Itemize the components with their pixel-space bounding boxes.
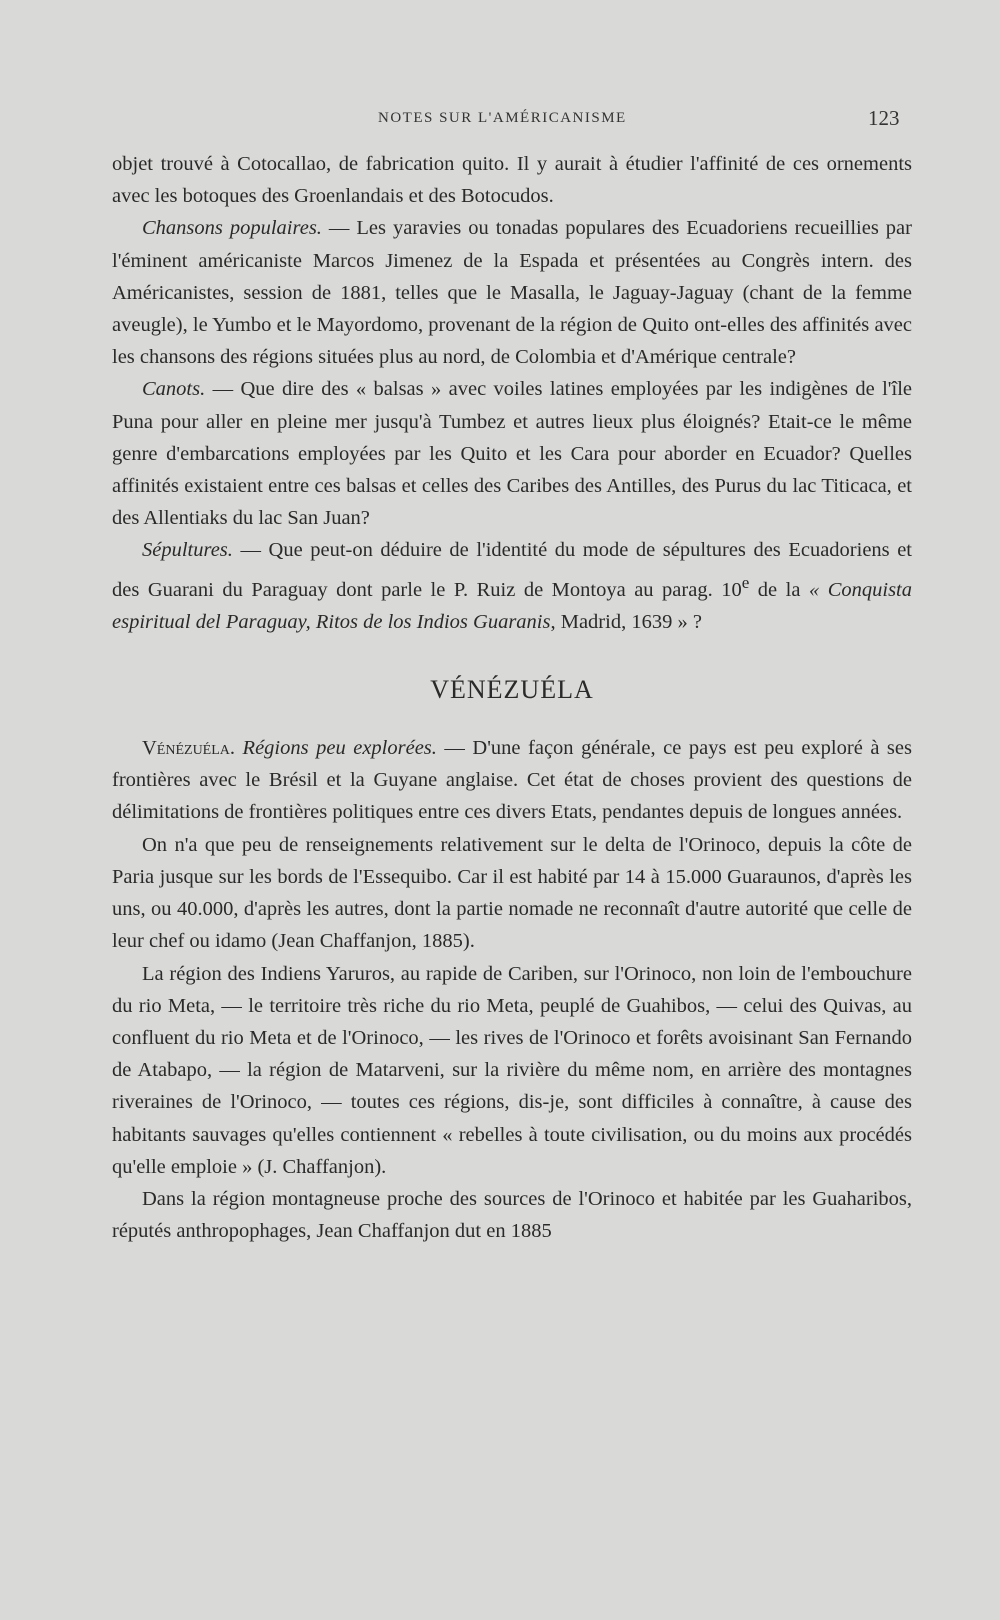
- paragraph-text: On n'a que peu de renseignements relativement sur le delta de l'Orinoco, depuis la côte de Paria jusque sur les bords de l'Essequibo. Car il est habité par 14 à 15.000 Guaraunos, d'après les uns, ou 40.000, d'après les autres, dont la partie nomade ne reconnaît d'autre autorité que celle de leur chef ou idamo (Jean Chaffanjon, 1885).: [112, 833, 912, 953]
- paragraph-chansons: [112, 212, 912, 373]
- superscript: e: [741, 572, 750, 592]
- paragraph-continuation: [112, 148, 912, 212]
- paragraph-yaruros: [112, 958, 912, 1183]
- paragraph-text: , Madrid, 1639 » ?: [550, 610, 702, 633]
- paragraph-text: Dans la région montagneuse proche des sources de l'Orinoco et habitée par les Guaharibos, réputés anthropophages, Jean Chaffanjon dut en 1885: [112, 1187, 912, 1243]
- paragraph-text: — Les yaravies ou tonadas populares des Ecuadoriens recueillies par l'éminent américaniste Marcos Jimenez de la Espada et présentées au Congrès intern. des Américanistes, session de 1881, telles que le Masalla, le Jaguay-Jaguay (chant de la femme aveugle), le Yumbo et le Mayordomo, provenant de la région de Quito ont-elles des affinités avec les chansons des régions situées plus au nord, de Colombia et d'Amérique centrale?: [112, 217, 912, 369]
- section-heading: VÉNÉZUÉLA: [430, 674, 594, 704]
- book-title: « Conquista espiritual del Paraguay, Ritos de los Indios Guaranis: [112, 578, 912, 633]
- paragraph-sepultures: [112, 534, 912, 637]
- paragraph-text: — D'une façon générale, ce pays est peu exploré à ses frontières avec le Brésil et la Guyane anglaise. Cet état de choses provient des questions de délimitations de frontières politiques entre ces divers Etats, pendantes depuis de longues années.: [112, 737, 912, 824]
- body-text: [112, 148, 912, 1247]
- paragraph-delta: [112, 829, 912, 958]
- running-title: NOTES SUR L'AMÉRICANISME: [378, 110, 627, 126]
- paragraph-lead: Sépultures.: [142, 539, 233, 562]
- paragraph-text: La région des Indiens Yaruros, au rapide de Cariben, sur l'Orinoco, non loin de l'embouchure du rio Meta, — le territoire très riche du rio Meta, peuplé de Guahibos, — celui des Quivas, au confluent du rio Meta et de l'Orinoco, — les rives de l'Orinoco et forêts avoisinant San Fernando de Atabapo, — la région de Matarveni, sur la rivière du même nom, en arrière des montagnes riveraines de l'Orinoco, — toutes ces régions, dis-je, sont difficiles à connaître, à cause des habitants sauvages qu'elles contiennent « rebelles à toute civilisation, ou du moins aux procédés qu'elle emploie » (J. Chaffanjon).: [112, 962, 912, 1178]
- paragraph-text: objet trouvé à Cotocallao, de fabrication quito. Il y aurait à étudier l'affinité de ces ornements avec les botoques des Groenlandais et des Botocudos.: [112, 153, 912, 208]
- paragraph-lead: Régions peu explorées.: [235, 737, 437, 760]
- page-number: 123: [868, 106, 900, 130]
- paragraph-text: de la: [749, 578, 809, 601]
- paragraph-text: — Que dire des « balsas » avec voiles latines employées par les indigènes de l'île Puna pour aller en pleine mer jusqu'à Tumbez et autres lieux plus éloignés? Etait-ce le même genre d'embarcations employées par les Quito et les Cara pour aborder en Ecuador? Quelles affinités existaient entre ces balsas et celles des Caribes des Antilles, des Purus du lac Titicaca, et des Allentiaks du lac San Juan?: [112, 378, 912, 530]
- paragraph-text: — Que peut-on déduire de l'identité du mode de sépultures des Ecuadoriens et des Guarani du Paraguay dont parle le P. Ruiz de Montoya au parag. 10: [112, 539, 912, 601]
- paragraph-canots: [112, 373, 912, 534]
- paragraph-lead: Chansons populaires.: [142, 217, 322, 240]
- paragraph-lead: Canots.: [142, 378, 206, 401]
- paragraph-lead-caps: Vénézuéla.: [142, 737, 236, 760]
- paragraph-venezuela-intro: [112, 732, 912, 829]
- paragraph-guaharibos: [112, 1183, 912, 1247]
